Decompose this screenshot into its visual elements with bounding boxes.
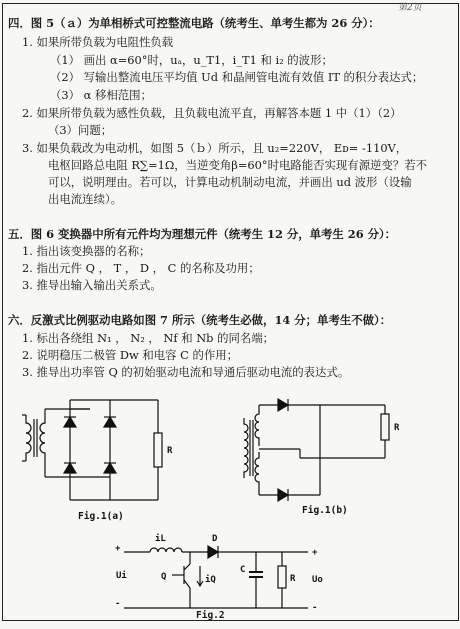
thyristor-3 — [64, 463, 76, 473]
figure-1b — [240, 390, 420, 516]
fig2-caption: Fig.2 — [196, 610, 225, 621]
thyristor-2 — [104, 417, 116, 427]
iq-label: iQ — [205, 575, 216, 585]
minus-in: - — [115, 599, 121, 609]
section4-heading: 四．图 5（ａ）为单相桥式可控整流电路（统考生、单考生都为 26 分）： — [8, 16, 380, 30]
diode — [208, 546, 218, 558]
plus-out: + — [312, 548, 318, 558]
minus-out: - — [312, 603, 318, 613]
corner-mark: 第2页 — [398, 3, 422, 13]
section4-q3-line4: 出电流连续）。 — [48, 192, 123, 206]
load-resistor — [381, 414, 389, 440]
section5-q3: 3. 推导出输入输出关系式。 — [22, 278, 162, 292]
section4-q1-sub2: （2） 写输出整流电压平均值 Ud 和晶闸管电流有效值 IT 的积分表达式； — [50, 70, 424, 84]
section4-q2-line2: （3）问题； — [48, 123, 113, 137]
fig1b-caption: Fig.1(b) — [302, 505, 348, 516]
r-label: R — [167, 446, 173, 456]
secondary-upper — [255, 410, 259, 446]
section4-q3-line3: 可以，说明理由。若可以，计算电动机制动电流，并画出 ud 波形（设输 — [48, 175, 412, 189]
r-label: R — [394, 423, 400, 433]
transformer-secondary — [40, 419, 45, 457]
secondary-lower — [255, 452, 259, 490]
il-label: iL — [155, 534, 166, 544]
inductor — [150, 548, 182, 552]
section4-q1-sub1: （1） 画出 α=60°时，uₐ，u_T1，i_T1 和 i₂ 的波形； — [50, 53, 333, 67]
figure-2 — [112, 530, 332, 620]
r-label: R — [290, 574, 296, 584]
section6-heading: 六．反激式比例驱动电路如图 7 所示（统考生必做，14 分；单考生不做）： — [8, 313, 392, 327]
section5-heading: 五．图 6 变换器中所有元件均为理想元件（统考生 12 分，单考生 26 分）： — [8, 227, 397, 241]
section5-q1: 1. 指出该变换器的名称； — [22, 244, 151, 258]
fig1a-caption: Fig.1(a) — [78, 511, 124, 522]
section4-q1-sub3: （3） α 移相范围； — [50, 88, 152, 102]
section5-q2: 2. 指出元件 Q ， T ， D ， C 的名称及功用； — [22, 261, 260, 275]
q-label: Q — [161, 572, 167, 582]
transformer-primary — [244, 418, 248, 478]
section6-q1: 1. 标出各绕组 N₁ ， N₂ ， Nf 和 Nb 的同名端； — [22, 331, 275, 345]
uo-label: Uo — [312, 575, 323, 585]
thyristor-lower — [278, 489, 288, 501]
load-resistor — [278, 566, 286, 588]
thyristor-upper — [278, 399, 288, 411]
transformer-primary — [26, 415, 31, 461]
load-resistor — [154, 433, 162, 467]
section4-q3-line2: 电枢回路总电阻 R∑=1Ω，当逆变角β=60°时电路能否实现有源逆变？若不 — [48, 158, 428, 172]
thyristor-4 — [104, 463, 116, 473]
cap-label: C — [240, 565, 246, 575]
section6-q3: 3. 推导出功率管 Q 的初始驱动电流和导通后驱动电流的表达式。 — [22, 365, 350, 379]
section4-q2-line1: 2. 如果所带负载为感性负载，且负载电流平直，再解答本题 1 中（1）（2） — [22, 106, 402, 120]
diode-label: D — [212, 534, 218, 544]
section6-q2: 2. 说明稳压二极管 Dw 和电容 C 的作用； — [22, 348, 239, 362]
iq-arrow — [197, 566, 203, 586]
section4-q3-line1: 3. 如果负载改为电动机，如图 5（ｂ）所示，且 u₂=220V， Eᴅ= -110V， — [22, 141, 408, 155]
section4-q1: 1. 如果所带负载为电阻性负载 — [22, 35, 174, 49]
figure-1a — [20, 395, 180, 522]
thyristor-1 — [64, 417, 76, 427]
ui-label: Ui — [116, 571, 127, 581]
plus-in: + — [115, 544, 121, 554]
